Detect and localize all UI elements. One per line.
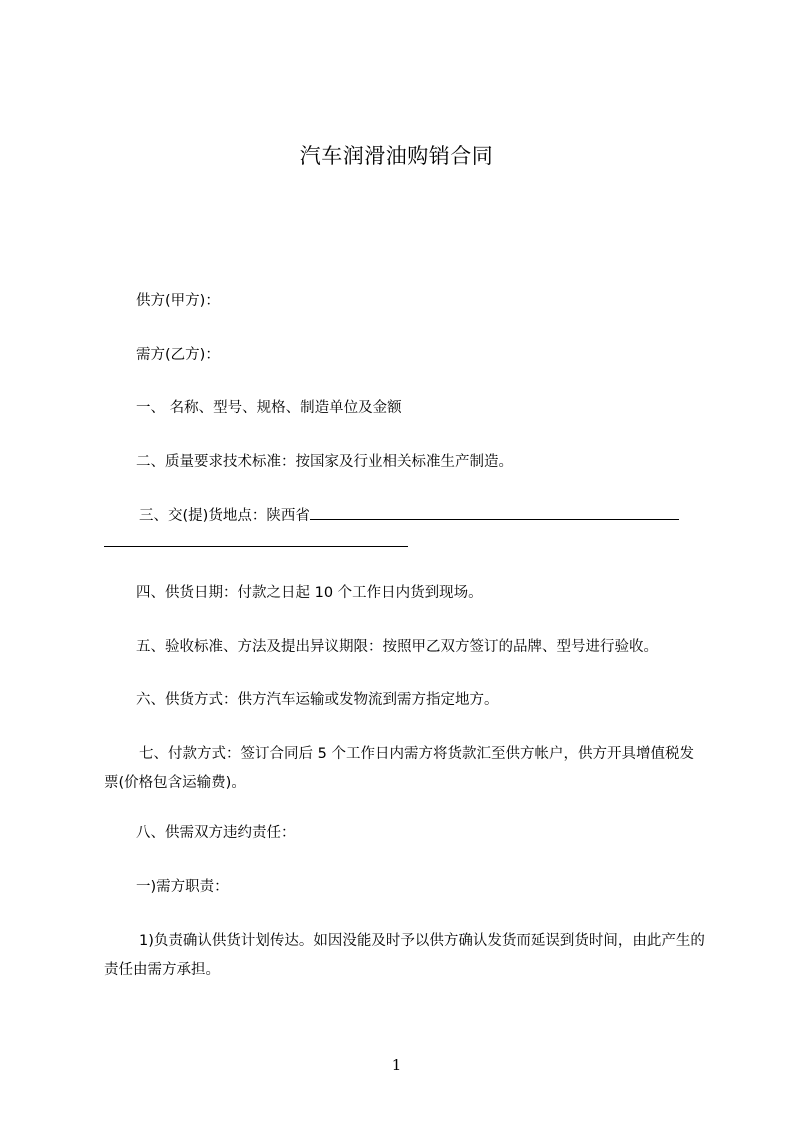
clause-4: 四、供货日期：付款之日起 10 个工作日内货到现场。	[136, 585, 483, 601]
clause-6: 六、供货方式：供方汽车运输或发物流到需方指定地方。	[136, 692, 499, 708]
document-title: 汽车润滑油购销合同	[299, 144, 494, 168]
clause-1: 一、 名称、型号、规格、制造单位及金额	[136, 400, 402, 416]
clause-2: 二、质量要求技术标准：按国家及行业相关标准生产制造。	[136, 454, 513, 470]
clause-7: 七、付款方式：签订合同后 5 个工作日内需方将货款汇至供方帐户，供方开具增值税发票(价格包含运输费)。	[104, 746, 694, 791]
clause-3	[104, 502, 739, 531]
supplier-line: 供方(甲方)：	[136, 293, 220, 309]
clause-8: 八、供需双方违约责任：	[136, 825, 296, 841]
address-blank-line-2	[104, 532, 408, 547]
page-number: 1	[391, 1056, 402, 1074]
subclause-1: 一)需方职责：	[136, 879, 229, 895]
clause-3-continuation	[104, 529, 704, 558]
buyer-line: 需方(乙方)：	[136, 347, 220, 363]
clause-5: 五、验收标准、方法及提出异议期限：按照甲乙双方签订的品牌、型号进行验收。	[136, 639, 658, 655]
clause-3-text: 三、交(提)货地点：陕西省	[139, 508, 310, 524]
subclause-1-1: 1)负责确认供货计划传达。如因没能及时予以供方确认发货而延误到货时间，由此产生的责任由需方承担。	[104, 933, 705, 978]
address-blank-line	[310, 505, 679, 520]
